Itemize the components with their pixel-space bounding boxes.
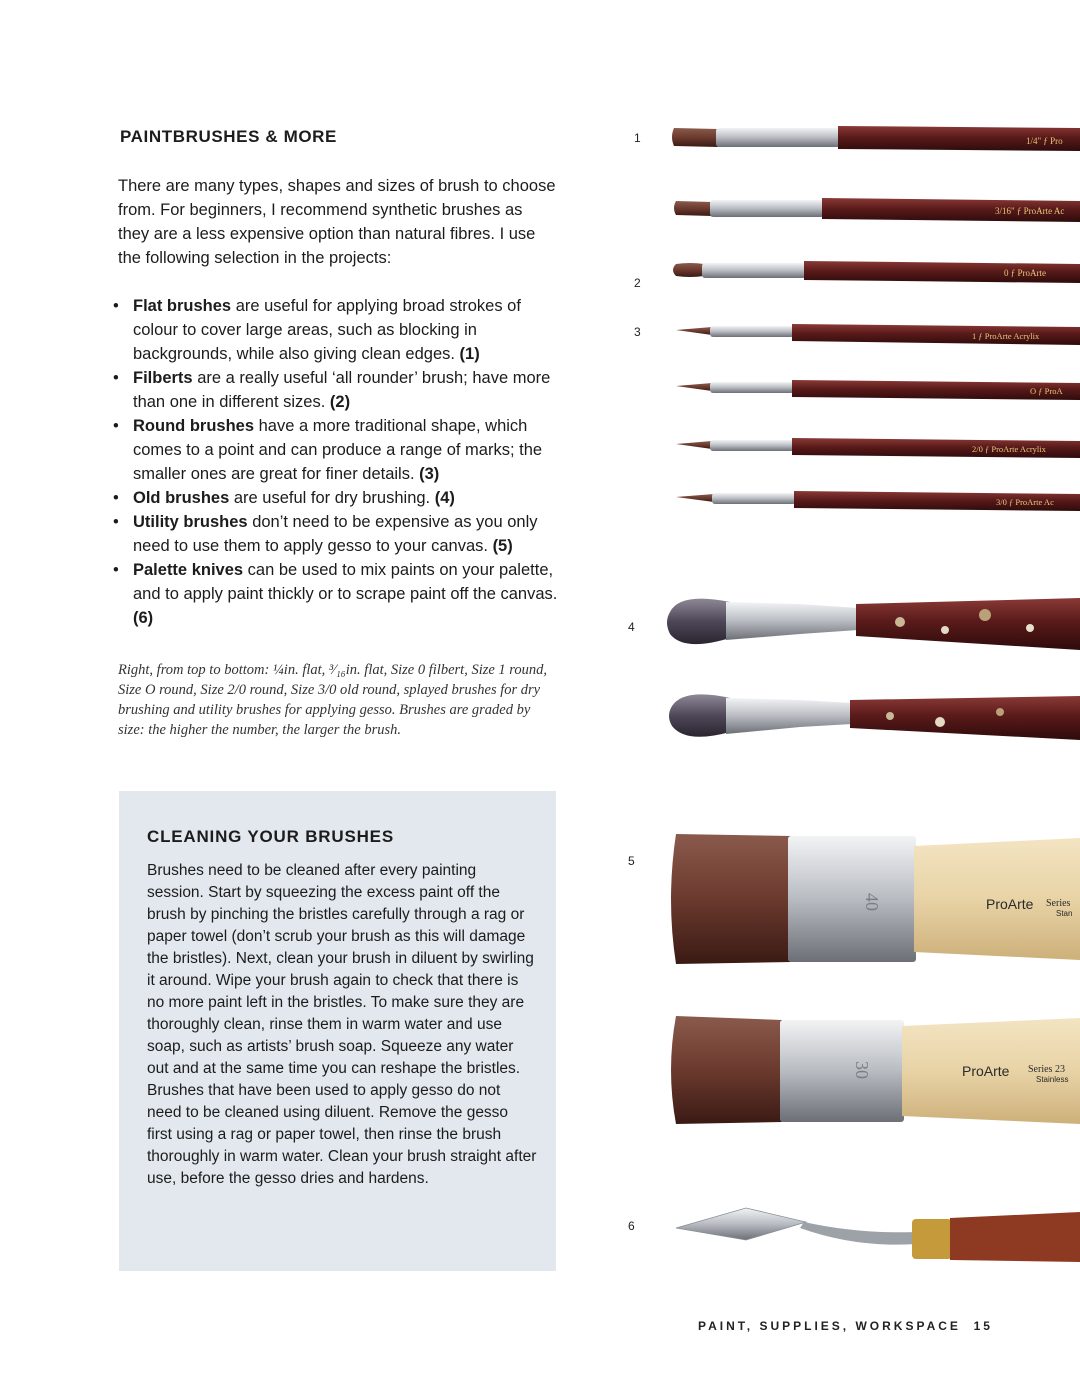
bullet-icon: • — [113, 417, 119, 435]
splayed-brush-2 — [669, 694, 1080, 740]
figure-number: 1 — [634, 131, 641, 145]
brush-ref: (5) — [492, 537, 513, 555]
brush-label: O ƒ ProA — [1030, 386, 1063, 396]
list-item — [113, 558, 563, 630]
brush-description: are useful for dry brushing. — [229, 489, 435, 507]
round-brush-4 — [676, 491, 1080, 511]
bullet-icon: • — [113, 297, 119, 315]
brush-photograph — [660, 100, 1080, 1300]
brush-label: 0 ƒ ProArte — [1004, 268, 1046, 278]
sidebar-title: CLEANING YOUR BRUSHES — [147, 827, 394, 846]
list-item — [113, 486, 563, 510]
brush-label: 2/0 ƒ ProArte Acrylix — [972, 444, 1046, 454]
brush-description: don’t need to be expensive as you only need to use them to apply gesso to your canvas. — [133, 513, 538, 555]
round-brush-1 — [676, 324, 1080, 345]
brush-description: can be used to mix paints on your palette, and to apply paint thickly or to scrape paint off the canvas. — [133, 561, 558, 603]
intro-paragraph: There are many types, shapes and sizes of brush to choose from. For beginners, I recommend synthetic brushes as they are a less expensive option than natural fibres. I use the following selection in the projects: — [118, 177, 556, 267]
utility-sub: Stan — [1056, 909, 1073, 918]
utility-series: Series — [1046, 898, 1071, 909]
figure-number: 6 — [628, 1219, 635, 1233]
brush-description: are a really useful ‘all rounder’ brush; have more than one in different sizes. — [133, 369, 551, 411]
brush-label: 3/0 ƒ ProArte Ac — [996, 497, 1054, 507]
brush-list — [113, 294, 563, 630]
figure-number: 4 — [628, 620, 635, 634]
list-item — [113, 510, 563, 558]
figure-number: 3 — [634, 325, 641, 339]
list-item — [113, 366, 563, 414]
utility-size: 30 — [852, 1061, 872, 1079]
page-number: 15 — [973, 1319, 993, 1333]
filbert-brush — [673, 261, 1080, 283]
section-heading: PAINTBRUSHES & MORE — [120, 127, 337, 146]
cleaning-sidebar — [119, 791, 556, 1271]
brush-name: Filberts — [133, 369, 193, 387]
bullet-icon: • — [113, 561, 119, 579]
figure-number: 2 — [634, 276, 641, 290]
list-item — [113, 414, 563, 486]
splayed-brush-1 — [667, 598, 1080, 650]
utility-brand: ProArte — [962, 1063, 1010, 1079]
brush-ref: (1) — [459, 345, 480, 363]
brush-ref: (3) — [419, 465, 440, 483]
brush-ref: (4) — [434, 489, 455, 507]
brush-label: 1/4" ƒ Pro — [1026, 136, 1063, 146]
brush-description: have a more traditional shape, which comes to a point and can produce a range of marks; the smaller ones are great for finer details. — [133, 417, 543, 483]
footer-section: PAINT, SUPPLIES, WORKSPACE — [698, 1319, 961, 1333]
utility-size: 40 — [862, 893, 882, 911]
figure-number: 5 — [628, 854, 635, 868]
utility-brush-30 — [671, 1016, 1080, 1124]
brush-label: 3/16" ƒ ProArte Ac — [995, 206, 1065, 216]
brush-name: Old brushes — [133, 489, 230, 507]
photo-caption: Right, from top to bottom: ¼in. flat, ³⁄₁₆in. flat, Size 0 filbert, Size 1 round, Size O round, Size 2/0 round, Size 3/0 old round, splayed brushes for dry brushing and utility brushes for applying gesso. Brushes are graded by size: the higher the number, the larger the brush. — [118, 662, 548, 738]
round-brush-2 — [676, 380, 1080, 400]
brush-name: Utility brushes — [133, 513, 248, 531]
brush-description: are useful for applying broad strokes of colour to cover large areas, such as blocking in backgrounds, while also giving clean edges. — [133, 297, 521, 363]
utility-brand: ProArte — [986, 896, 1034, 912]
utility-series: Series 23 — [1028, 1064, 1065, 1075]
utility-brush-40 — [671, 834, 1080, 964]
list-item — [113, 294, 563, 366]
brush-name: Flat brushes — [133, 297, 232, 315]
utility-sub: Stainless — [1036, 1075, 1069, 1084]
round-brush-3 — [676, 438, 1080, 458]
bullet-icon: • — [113, 489, 119, 507]
bullet-icon: • — [113, 369, 119, 387]
sidebar-body: Brushes need to be cleaned after every painting session. Start by squeezing the excess paint off the brush by pinching the bristles carefully through a rag or paper towel (don’t scrub your brush as this will damage the bristles). Next, clean your brush in diluent by swirling it around. Wipe your brush again to check that there is no more paint left in the bristles. To make sure they are thoroughly clean, rinse them in warm water and use soap, such as artists’ brush soap. Squeeze any water out and at the same time you can reshape the bristles. Brushes that have been used to apply gesso do not need to be cleaned using diluent. Remove the gesso first using a rag or paper towel, then rinse the brush thoroughly in warm water. Clean your brush straight after use, before the gesso dries and hardens. — [147, 862, 537, 1187]
brush-ref: (2) — [329, 393, 351, 411]
intro-text — [118, 174, 558, 270]
flat-brush-1 — [672, 126, 1080, 151]
brush-name: Palette knives — [133, 561, 244, 579]
flat-brush-2 — [674, 198, 1080, 222]
page-footer — [698, 1319, 993, 1333]
brush-name: Round brushes — [133, 417, 255, 435]
palette-knife — [676, 1208, 1080, 1262]
brush-ref: (6) — [133, 609, 154, 627]
bullet-icon: • — [113, 513, 119, 531]
brush-label: 1 ƒ ProArte Acrylix — [972, 331, 1040, 341]
